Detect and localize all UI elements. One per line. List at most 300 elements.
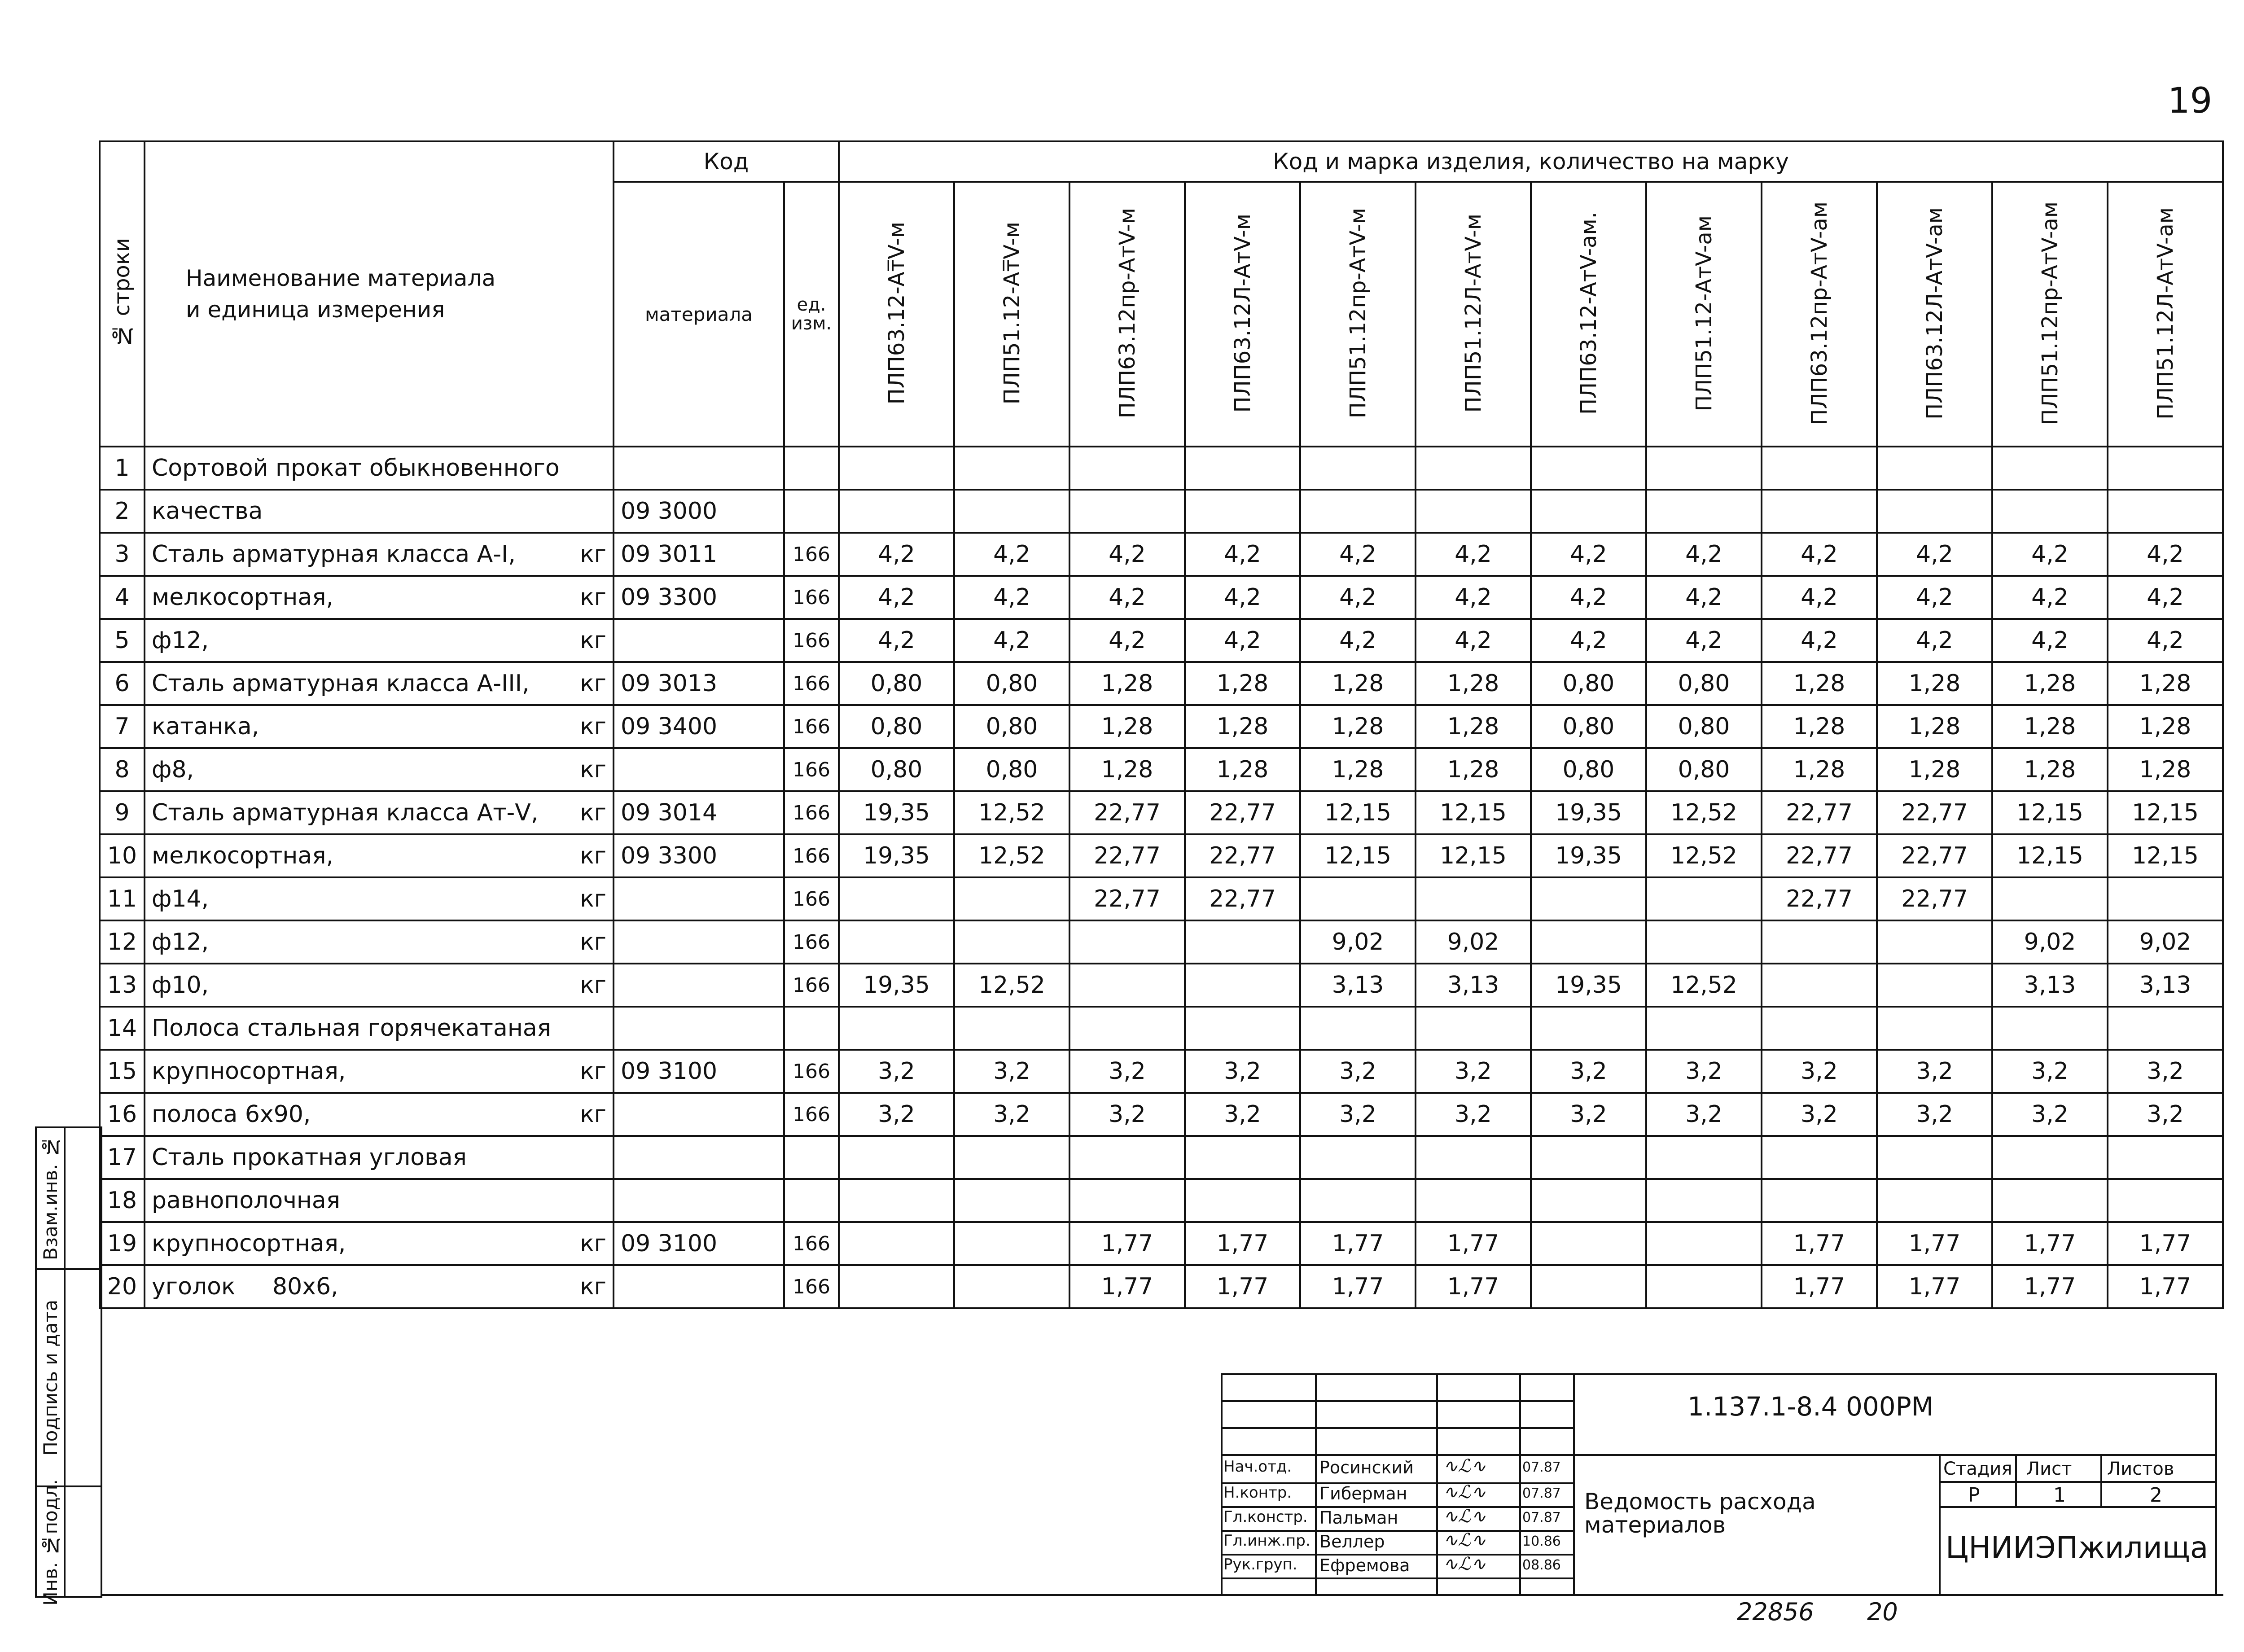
quantity-cell: 1,28: [1416, 705, 1531, 748]
material-name: крупносортная,: [152, 1230, 346, 1257]
material-name-cell: [145, 1265, 614, 1308]
table-row: [100, 576, 2223, 619]
quantity-cell: 3,13: [2108, 964, 2223, 1007]
quantity-cell: 1,77: [1416, 1222, 1531, 1265]
quantity-cell: [1531, 877, 1646, 920]
measure-unit: кг: [580, 584, 606, 611]
quantity-cell: 12,15: [2108, 834, 2223, 877]
quantity-cell: [839, 1222, 954, 1265]
quantity-cell: 4,2: [1877, 576, 1992, 619]
quantity-cell: [1531, 490, 1646, 533]
material-code: [614, 920, 784, 964]
brand-header-9: ПЛП63.12пр-АтV-ам: [1762, 182, 1877, 447]
quantity-cell: [2108, 877, 2223, 920]
quantity-cell: [2108, 490, 2223, 533]
quantity-cell: 1,77: [1992, 1265, 2108, 1308]
quantity-cell: 4,2: [1416, 533, 1531, 576]
quantity-cell: [839, 447, 954, 490]
quantity-cell: 4,2: [1185, 619, 1300, 662]
row-number: 16: [100, 1093, 145, 1136]
quantity-cell: 4,2: [1646, 576, 1762, 619]
quantity-cell: 0,80: [1531, 748, 1646, 791]
quantity-cell: [1762, 920, 1877, 964]
unit-code: 166: [784, 791, 839, 834]
quantity-cell: [839, 1179, 954, 1222]
brand-header-7: ПЛП63.12-АтV-ам.: [1531, 182, 1646, 447]
quantity-cell: 3,2: [1185, 1050, 1300, 1093]
row-number: 7: [100, 705, 145, 748]
quantity-cell: 3,2: [2108, 1093, 2223, 1136]
quantity-cell: 1,77: [1762, 1222, 1877, 1265]
material-name: равнополочная: [152, 1187, 341, 1214]
table-row: [100, 490, 2223, 533]
quantity-cell: [1069, 447, 1185, 490]
material-code-header: материала: [614, 182, 784, 447]
quantity-cell: 4,2: [2108, 576, 2223, 619]
quantity-cell: 4,2: [1762, 576, 1877, 619]
quantity-cell: 1,28: [1185, 705, 1300, 748]
quantity-cell: 1,28: [1877, 748, 1992, 791]
table-row: [100, 1007, 2223, 1050]
stamp-cell-signature-date: Подпись и дата: [37, 1268, 64, 1485]
quantity-cell: [1300, 1007, 1416, 1050]
table-row: [100, 1265, 2223, 1308]
material-name: качества: [152, 498, 263, 525]
unit-code: [784, 1007, 839, 1050]
brand-header-4: ПЛП63.12Л-АтV-м: [1185, 182, 1300, 447]
material-code: [614, 1179, 784, 1222]
quantity-cell: 12,52: [1646, 964, 1762, 1007]
quantity-cell: 1,28: [2108, 705, 2223, 748]
approval-role: Нач.отд.: [1223, 1458, 1292, 1476]
material-name-cell: [145, 490, 614, 533]
quantity-cell: 19,35: [839, 964, 954, 1007]
quantity-cell: [1531, 1265, 1646, 1308]
quantity-cell: [1416, 877, 1531, 920]
quantity-cell: [954, 1179, 1069, 1222]
row-number: 6: [100, 662, 145, 705]
quantity-cell: [2108, 1136, 2223, 1179]
row-number: 15: [100, 1050, 145, 1093]
material-code: [614, 447, 784, 490]
quantity-cell: 3,2: [954, 1093, 1069, 1136]
quantity-cell: [954, 447, 1069, 490]
material-name: полоса 6x90,: [152, 1101, 311, 1128]
quantity-cell: 0,80: [1531, 662, 1646, 705]
quantity-cell: [1185, 1007, 1300, 1050]
measure-unit: кг: [580, 1230, 606, 1257]
quantity-cell: 1,28: [1185, 662, 1300, 705]
quantity-cell: [1646, 1222, 1762, 1265]
quantity-cell: 0,80: [954, 748, 1069, 791]
quantity-cell: [1762, 447, 1877, 490]
row-number-header: № строки: [100, 141, 145, 447]
material-name-cell: [145, 705, 614, 748]
unit-code: 166: [784, 619, 839, 662]
table-row: [100, 791, 2223, 834]
unit-code: 166: [784, 533, 839, 576]
quantity-cell: 3,2: [1069, 1093, 1185, 1136]
quantity-cell: 3,2: [1300, 1093, 1416, 1136]
quantity-cell: [1185, 1136, 1300, 1179]
unit-code: 166: [784, 1093, 839, 1136]
measure-unit: кг: [580, 929, 606, 955]
quantity-cell: [1185, 447, 1300, 490]
quantity-cell: 3,2: [2108, 1050, 2223, 1093]
quantity-cell: [1992, 1179, 2108, 1222]
quantity-cell: [1762, 964, 1877, 1007]
quantity-cell: 1,28: [1992, 705, 2108, 748]
footer-inventory-number: 22856: [1737, 1598, 1814, 1626]
quantity-cell: 4,2: [1992, 619, 2108, 662]
approval-stamp-strip: [35, 1126, 102, 1606]
sheets-value: 2: [2150, 1484, 2162, 1507]
quantity-cell: [1416, 1007, 1531, 1050]
material-name-cell: [145, 1050, 614, 1093]
measure-unit: кг: [580, 756, 606, 783]
quantity-cell: 1,28: [2108, 662, 2223, 705]
quantity-cell: 22,77: [1069, 877, 1185, 920]
sheet-value: 1: [2053, 1484, 2066, 1507]
material-name: мелкосортная,: [152, 584, 334, 611]
approval-date: 10.86: [1522, 1534, 1561, 1549]
row-number: 11: [100, 877, 145, 920]
quantity-cell: [1416, 447, 1531, 490]
quantity-cell: 22,77: [1762, 834, 1877, 877]
quantity-cell: [954, 1136, 1069, 1179]
quantity-cell: 4,2: [2108, 619, 2223, 662]
approval-role: Рук.груп.: [1223, 1556, 1297, 1573]
quantity-cell: 9,02: [1416, 920, 1531, 964]
quantity-cell: 3,2: [1877, 1093, 1992, 1136]
quantity-cell: 4,2: [1185, 576, 1300, 619]
quantity-cell: 12,52: [954, 834, 1069, 877]
approval-role: Гл.инж.пр.: [1223, 1532, 1310, 1550]
quantity-cell: 1,77: [1877, 1222, 1992, 1265]
name-header: Наименование материала и единица измерения: [145, 141, 614, 447]
quantity-cell: 1,77: [1416, 1265, 1531, 1308]
unit-code: 166: [784, 964, 839, 1007]
unit-code: 166: [784, 1050, 839, 1093]
material-name-cell: [145, 920, 614, 964]
material-name: мелкосортная,: [152, 842, 334, 869]
quantity-cell: [839, 920, 954, 964]
measure-unit: кг: [580, 972, 606, 999]
material-name-cell: [145, 964, 614, 1007]
quantity-cell: 3,2: [1416, 1093, 1531, 1136]
row-number: 1: [100, 447, 145, 490]
quantity-cell: 4,2: [1646, 533, 1762, 576]
material-code: 09 3000: [614, 490, 784, 533]
quantity-cell: 3,2: [1646, 1093, 1762, 1136]
material-name-cell: [145, 1222, 614, 1265]
material-name-cell: [145, 619, 614, 662]
quantity-cell: [1185, 920, 1300, 964]
quantity-cell: [1877, 1179, 1992, 1222]
quantity-cell: 9,02: [1300, 920, 1416, 964]
measure-unit: кг: [580, 541, 606, 568]
quantity-cell: [1185, 1179, 1300, 1222]
approval-role: Н.контр.: [1223, 1484, 1292, 1502]
material-code: 09 3013: [614, 662, 784, 705]
unit-code: 166: [784, 834, 839, 877]
row-number: 3: [100, 533, 145, 576]
quantity-cell: 1,77: [1185, 1265, 1300, 1308]
quantity-cell: [1992, 490, 2108, 533]
quantity-cell: [954, 490, 1069, 533]
quantity-cell: 0,80: [839, 705, 954, 748]
row-number: 13: [100, 964, 145, 1007]
material-name-cell: [145, 533, 614, 576]
material-code: 09 3300: [614, 834, 784, 877]
quantity-cell: [1300, 1179, 1416, 1222]
quantity-cell: 1,28: [1877, 705, 1992, 748]
measure-unit: кг: [580, 627, 606, 654]
quantity-cell: 19,35: [1531, 834, 1646, 877]
quantity-cell: [954, 1222, 1069, 1265]
material-name-cell: [145, 447, 614, 490]
quantity-cell: [1992, 1136, 2108, 1179]
quantity-cell: 4,2: [1992, 576, 2108, 619]
material-name: крупносортная,: [152, 1058, 346, 1085]
material-name: ф12,: [152, 627, 209, 654]
quantity-cell: 1,28: [1762, 748, 1877, 791]
brand-header-12: ПЛП51.12Л-АтV-ам: [2108, 182, 2223, 447]
document-code: 1.137.1-8.4 000РМ: [1687, 1391, 1934, 1422]
material-code: [614, 877, 784, 920]
quantity-cell: [1992, 447, 2108, 490]
table-row: [100, 1222, 2223, 1265]
quantity-cell: [954, 877, 1069, 920]
unit-header: ед. изм.: [784, 182, 839, 447]
material-name: ф8,: [152, 756, 194, 783]
material-name-cell: [145, 791, 614, 834]
table-row: [100, 1093, 2223, 1136]
quantity-cell: [1069, 920, 1185, 964]
quantity-cell: [839, 1136, 954, 1179]
table-row: [100, 447, 2223, 490]
quantity-cell: 0,80: [1646, 705, 1762, 748]
material-code: 09 3014: [614, 791, 784, 834]
quantity-cell: 0,80: [1646, 662, 1762, 705]
quantity-cell: [1877, 1007, 1992, 1050]
page-number: 19: [2168, 81, 2213, 121]
table-row: [100, 748, 2223, 791]
table-row: [100, 662, 2223, 705]
row-number: 18: [100, 1179, 145, 1222]
unit-code: 166: [784, 576, 839, 619]
quantity-cell: 9,02: [1992, 920, 2108, 964]
quantity-cell: 4,2: [839, 619, 954, 662]
quantity-cell: 12,15: [1416, 791, 1531, 834]
quantity-cell: 0,80: [954, 705, 1069, 748]
unit-code: 166: [784, 877, 839, 920]
table-row: [100, 1136, 2223, 1179]
table-row: [100, 877, 2223, 920]
table-row: [100, 1179, 2223, 1222]
quantity-cell: 19,35: [1531, 964, 1646, 1007]
table-row: [100, 834, 2223, 877]
material-code: 09 3300: [614, 576, 784, 619]
material-code: [614, 1136, 784, 1179]
row-number: 10: [100, 834, 145, 877]
quantity-cell: [1531, 1007, 1646, 1050]
material-code: 09 3100: [614, 1050, 784, 1093]
material-code: [614, 748, 784, 791]
quantity-cell: [1762, 1136, 1877, 1179]
quantity-cell: 0,80: [839, 748, 954, 791]
materials-table: [99, 140, 2224, 1309]
quantity-cell: 22,77: [1185, 791, 1300, 834]
unit-code: [784, 1179, 839, 1222]
row-number: 8: [100, 748, 145, 791]
row-number: 14: [100, 1007, 145, 1050]
quantity-cell: 4,2: [1877, 619, 1992, 662]
quantity-cell: 1,77: [1992, 1222, 2108, 1265]
quantity-cell: [1877, 1136, 1992, 1179]
unit-code: 166: [784, 748, 839, 791]
quantity-cell: 3,13: [1416, 964, 1531, 1007]
brand-header-1: ПЛП63.12-Ат̅V-м: [839, 182, 954, 447]
sheets-label: Листов: [2107, 1459, 2174, 1479]
quantity-cell: 4,2: [1877, 533, 1992, 576]
quantity-cell: [839, 1007, 954, 1050]
quantity-cell: 3,2: [1762, 1093, 1877, 1136]
row-number: 4: [100, 576, 145, 619]
quantity-cell: 4,2: [954, 619, 1069, 662]
approver-name: Росинский: [1319, 1458, 1414, 1477]
quantity-cell: 1,77: [2108, 1222, 2223, 1265]
approver-name: Веллер: [1319, 1532, 1385, 1551]
measure-unit: кг: [580, 670, 606, 697]
signature-mark: ∿ℒ∿: [1443, 1482, 1486, 1503]
material-name: Сталь арматурная класса А-III,: [152, 670, 530, 697]
stamp-strip-values: [64, 1126, 102, 1598]
quantity-cell: 4,2: [1531, 619, 1646, 662]
sheet-label: Лист: [2026, 1459, 2072, 1479]
material-name: Полоса стальная горячекатаная: [152, 1015, 551, 1042]
quantity-cell: [954, 1007, 1069, 1050]
quantity-cell: 12,15: [1992, 791, 2108, 834]
quantity-cell: 4,2: [1992, 533, 2108, 576]
quantity-cell: [1300, 490, 1416, 533]
unit-code: [784, 447, 839, 490]
quantity-cell: 3,2: [1762, 1050, 1877, 1093]
quantity-cell: 1,28: [1416, 748, 1531, 791]
quantity-cell: 1,77: [2108, 1265, 2223, 1308]
quantity-cell: [954, 920, 1069, 964]
material-name-cell: [145, 1093, 614, 1136]
measure-unit: кг: [580, 885, 606, 912]
quantity-cell: 3,13: [1992, 964, 2108, 1007]
quantity-cell: 12,15: [2108, 791, 2223, 834]
quantity-cell: 3,2: [1877, 1050, 1992, 1093]
unit-code: 166: [784, 920, 839, 964]
quantity-cell: [1069, 1136, 1185, 1179]
measure-unit: кг: [580, 1101, 606, 1128]
quantity-cell: [1646, 1007, 1762, 1050]
table-row: [100, 705, 2223, 748]
quantity-cell: [839, 1265, 954, 1308]
material-name-cell: [145, 1179, 614, 1222]
approval-role: Гл.констр.: [1223, 1508, 1308, 1526]
material-name-cell: [145, 1136, 614, 1179]
material-name-cell: [145, 877, 614, 920]
quantity-cell: 3,2: [1531, 1093, 1646, 1136]
quantity-cell: 1,28: [1762, 662, 1877, 705]
approver-name: Ефремова: [1319, 1556, 1410, 1575]
quantity-cell: 3,2: [1185, 1093, 1300, 1136]
quantity-cell: 19,35: [839, 791, 954, 834]
quantity-cell: [1646, 877, 1762, 920]
material-name-cell: [145, 834, 614, 877]
measure-unit: кг: [580, 842, 606, 869]
quantity-cell: [1069, 1179, 1185, 1222]
quantity-cell: [1646, 490, 1762, 533]
quantity-cell: [1992, 877, 2108, 920]
quantity-cell: [1300, 877, 1416, 920]
quantity-cell: [954, 1265, 1069, 1308]
quantity-cell: [1646, 1179, 1762, 1222]
quantity-cell: 1,77: [1069, 1265, 1185, 1308]
quantity-cell: [1762, 1007, 1877, 1050]
material-name: Сталь прокатная угловая: [152, 1144, 467, 1171]
quantity-cell: 12,15: [1992, 834, 2108, 877]
quantity-cell: 1,77: [1762, 1265, 1877, 1308]
quantity-cell: 1,28: [2108, 748, 2223, 791]
quantity-cell: 19,35: [1531, 791, 1646, 834]
quantity-cell: 0,80: [1646, 748, 1762, 791]
quantity-cell: 4,2: [954, 533, 1069, 576]
approval-date: 07.87: [1522, 1459, 1561, 1475]
material-code: 09 3011: [614, 533, 784, 576]
material-name: уголок 80x6,: [152, 1273, 338, 1300]
quantity-cell: 1,77: [1069, 1222, 1185, 1265]
quantity-cell: 4,2: [1531, 576, 1646, 619]
table-row: [100, 619, 2223, 662]
document-title: Ведомость расхода материалов: [1584, 1489, 1816, 1538]
quantity-cell: [1185, 964, 1300, 1007]
quantity-cell: 22,77: [1185, 877, 1300, 920]
quantity-cell: 3,2: [839, 1050, 954, 1093]
quantity-cell: 12,52: [954, 964, 1069, 1007]
unit-code: 166: [784, 1265, 839, 1308]
signature-mark: ∿ℒ∿: [1443, 1554, 1486, 1574]
brand-header-11: ПЛП51.12пр-АтV-ам: [1992, 182, 2108, 447]
quantity-cell: [1646, 920, 1762, 964]
quantity-cell: 12,15: [1300, 834, 1416, 877]
quantity-cell: 22,77: [1877, 877, 1992, 920]
material-name-cell: [145, 1007, 614, 1050]
approval-date: 07.87: [1522, 1510, 1561, 1525]
quantity-cell: 3,2: [1992, 1050, 2108, 1093]
quantity-cell: 3,2: [1300, 1050, 1416, 1093]
material-name-cell: [145, 662, 614, 705]
material-code: [614, 619, 784, 662]
brand-header-5: ПЛП51.12пр-АтV-м: [1300, 182, 1416, 447]
stamp-cell-inventory: Инв. №подл.: [37, 1485, 64, 1598]
quantity-cell: 4,2: [2108, 533, 2223, 576]
quantity-cell: 1,28: [1185, 748, 1300, 791]
quantity-cell: [1877, 964, 1992, 1007]
stamp-strip-labels: [35, 1126, 66, 1606]
approver-name: Гиберман: [1319, 1484, 1407, 1503]
quantity-cell: 3,2: [1646, 1050, 1762, 1093]
quantity-cell: 4,2: [1416, 576, 1531, 619]
quantity-cell: 4,2: [1185, 533, 1300, 576]
quantity-cell: [1069, 964, 1185, 1007]
quantity-cell: 4,2: [839, 533, 954, 576]
